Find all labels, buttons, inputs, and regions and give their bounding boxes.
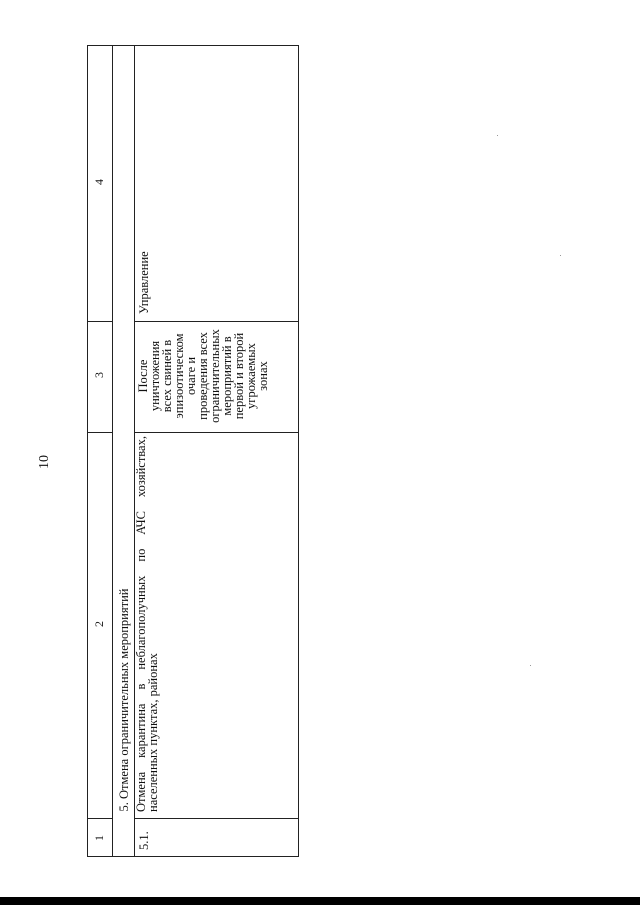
measure-word: в <box>134 683 148 690</box>
measure-word: Отмена <box>134 771 148 812</box>
scan-bottom-border <box>0 897 640 905</box>
timing-line: угрожаемых <box>244 343 258 409</box>
measure-word: неблагополучных <box>134 575 148 670</box>
timing-line: уничтожения <box>148 340 162 412</box>
timing-line: После <box>136 359 150 393</box>
page-number: 10 <box>37 455 52 469</box>
measure-text <box>135 436 165 812</box>
responsible-text: Управление <box>137 251 151 314</box>
row-number: 5.1. <box>137 831 151 850</box>
measure-word: АЧС <box>134 511 148 535</box>
header-col-1: 1 <box>92 835 106 841</box>
timing-line: мероприятий в <box>220 336 234 416</box>
timing-line: первой и второй <box>232 332 246 420</box>
scan-speck <box>530 665 531 666</box>
timing-line: ограничительных <box>208 329 222 423</box>
header-col-2: 2 <box>92 621 106 627</box>
timing-text <box>137 323 299 429</box>
measure-line-2: населенных пунктах, районах <box>146 653 160 812</box>
timing-line: всех свиней в <box>160 339 174 413</box>
section-title: 5. Отмена ограничительных мероприятий <box>116 588 131 812</box>
timing-line: эпизоотическом <box>172 333 186 419</box>
scan-speck <box>497 135 498 136</box>
scan-speck <box>560 255 561 256</box>
timing-line: зонах <box>256 361 270 391</box>
timing-line: очаге и <box>184 356 198 396</box>
timing-line: проведения всех <box>196 332 210 420</box>
measure-word: по <box>134 548 148 562</box>
measure-word: хозяйствах, <box>134 436 148 498</box>
header-col-4: 4 <box>92 179 106 185</box>
header-col-3: 3 <box>92 372 106 378</box>
measure-word: карантина <box>134 703 148 758</box>
